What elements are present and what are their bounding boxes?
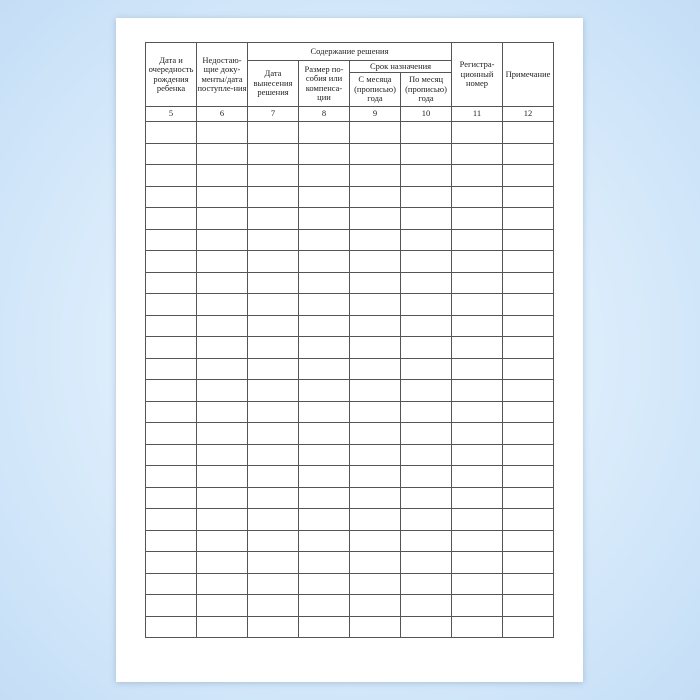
blank-cell [146, 143, 197, 165]
blank-cell [248, 229, 299, 251]
blank-cell [299, 315, 350, 337]
blank-cell [299, 573, 350, 595]
blank-cell [248, 423, 299, 445]
blank-cell [503, 229, 554, 251]
blank-cell [197, 315, 248, 337]
table-row [146, 616, 554, 638]
blank-cell [146, 530, 197, 552]
blank-cell [401, 466, 452, 488]
blank-cell [350, 509, 401, 531]
blank-cell [146, 251, 197, 273]
column-number: 7 [248, 107, 299, 122]
blank-cell [401, 530, 452, 552]
blank-cell [299, 530, 350, 552]
blank-cell [503, 552, 554, 574]
blank-cell [350, 208, 401, 230]
blank-cell [350, 423, 401, 445]
blank-cell [146, 401, 197, 423]
blank-cell [248, 186, 299, 208]
blank-cell [146, 358, 197, 380]
blank-cell [299, 294, 350, 316]
table-row [146, 358, 554, 380]
blank-cell [350, 466, 401, 488]
table-row [146, 573, 554, 595]
blank-cell [401, 487, 452, 509]
blank-cell [146, 186, 197, 208]
blank-cell [452, 487, 503, 509]
column-number-row [146, 107, 554, 122]
blank-cell [299, 616, 350, 638]
table-row [146, 186, 554, 208]
blank-cell [452, 186, 503, 208]
blank-cell [350, 143, 401, 165]
column-number: 9 [350, 107, 401, 122]
blank-cell [503, 530, 554, 552]
blank-cell [197, 423, 248, 445]
blank-cell [350, 552, 401, 574]
blank-cell [401, 186, 452, 208]
blank-cell [452, 165, 503, 187]
blank-cell [350, 251, 401, 273]
blank-cell [452, 208, 503, 230]
blank-cell [452, 251, 503, 273]
blank-cell [299, 143, 350, 165]
blank-cell [299, 272, 350, 294]
blank-cell [299, 380, 350, 402]
blank-cell [350, 272, 401, 294]
blank-cell [452, 294, 503, 316]
blank-cell [503, 466, 554, 488]
blank-cell [299, 165, 350, 187]
blank-cell [197, 595, 248, 617]
blank-cell [503, 595, 554, 617]
blank-cell [401, 552, 452, 574]
blank-cell [197, 552, 248, 574]
blank-cell [452, 444, 503, 466]
blank-cell [248, 595, 299, 617]
blank-cell [503, 186, 554, 208]
blank-cell [299, 401, 350, 423]
blank-cell [452, 358, 503, 380]
blank-cell [350, 337, 401, 359]
blank-cell [452, 573, 503, 595]
blank-cell [299, 358, 350, 380]
blank-cell [401, 616, 452, 638]
header-decision-content: Содержание решения [248, 43, 452, 61]
blank-cell [503, 401, 554, 423]
blank-cell [146, 294, 197, 316]
blank-cell [452, 466, 503, 488]
blank-cell [503, 294, 554, 316]
blank-cell [503, 251, 554, 273]
blank-cell [197, 143, 248, 165]
blank-cell [401, 315, 452, 337]
blank-cell [452, 401, 503, 423]
blank-cell [248, 251, 299, 273]
table-row [146, 143, 554, 165]
blank-cell [197, 165, 248, 187]
blank-cell [146, 423, 197, 445]
blank-cell [146, 165, 197, 187]
blank-cell [248, 487, 299, 509]
header-from-month: С месяца (прописью) года [350, 73, 401, 107]
blank-cell [503, 337, 554, 359]
table-row [146, 487, 554, 509]
blank-cell [401, 401, 452, 423]
blank-cell [299, 229, 350, 251]
blank-cell [248, 165, 299, 187]
table-row [146, 337, 554, 359]
blank-cell [248, 143, 299, 165]
blank-cell [299, 337, 350, 359]
blank-cell [248, 380, 299, 402]
blank-cell [248, 530, 299, 552]
column-number: 6 [197, 107, 248, 122]
blank-cell [197, 122, 248, 144]
blank-cell [197, 401, 248, 423]
column-number: 11 [452, 107, 503, 122]
blank-cell [452, 272, 503, 294]
header-benefit-amount: Размер по-собия или компенса-ции [299, 61, 350, 107]
blank-cell [197, 229, 248, 251]
blank-cell [146, 229, 197, 251]
table-row [146, 552, 554, 574]
table-row [146, 251, 554, 273]
blank-cell [146, 122, 197, 144]
blank-cell [299, 122, 350, 144]
blank-cell [503, 208, 554, 230]
header-registration-number: Регистра-ционный номер [452, 43, 503, 107]
header-missing-documents: Недостаю-щие доку-менты/дата поступле-ния [197, 43, 248, 107]
blank-cell [248, 294, 299, 316]
blank-cell [401, 229, 452, 251]
blank-cell [503, 380, 554, 402]
blank-cell [197, 530, 248, 552]
blank-cell [350, 444, 401, 466]
blank-cell [503, 423, 554, 445]
table-row [146, 272, 554, 294]
blank-cell [299, 186, 350, 208]
blank-cell [197, 380, 248, 402]
blank-cell [248, 337, 299, 359]
blank-cell [350, 401, 401, 423]
blank-cell [350, 573, 401, 595]
blank-cell [197, 337, 248, 359]
column-number: 12 [503, 107, 554, 122]
blank-cell [197, 186, 248, 208]
blank-cell [350, 616, 401, 638]
blank-cell [146, 272, 197, 294]
blank-cell [401, 509, 452, 531]
blank-cell [350, 315, 401, 337]
blank-cell [452, 380, 503, 402]
register-page [116, 18, 583, 682]
blank-cell [452, 143, 503, 165]
blank-cell [146, 573, 197, 595]
blank-cell [146, 380, 197, 402]
table-row [146, 595, 554, 617]
blank-cell [146, 552, 197, 574]
blank-cell [197, 573, 248, 595]
blank-cell [503, 444, 554, 466]
blank-cell [350, 294, 401, 316]
blank-cell [197, 509, 248, 531]
blank-cell [350, 380, 401, 402]
blank-cell [299, 444, 350, 466]
blank-cell [146, 466, 197, 488]
blank-cell [401, 444, 452, 466]
table-row [146, 466, 554, 488]
blank-cell [401, 294, 452, 316]
blank-cell [452, 595, 503, 617]
table-row [146, 423, 554, 445]
blank-cell [197, 358, 248, 380]
blank-cell [350, 487, 401, 509]
header-note: Примечание [503, 43, 554, 107]
blank-cell [350, 595, 401, 617]
blank-cell [197, 251, 248, 273]
blank-cell [401, 337, 452, 359]
blank-cell [248, 401, 299, 423]
blank-cell [197, 294, 248, 316]
blank-cell [248, 272, 299, 294]
blank-cell [503, 272, 554, 294]
blank-cell [146, 315, 197, 337]
blank-cell [299, 208, 350, 230]
blank-cell [452, 552, 503, 574]
blank-cell [452, 423, 503, 445]
blank-cell [401, 165, 452, 187]
blank-cell [146, 337, 197, 359]
register-table [145, 42, 554, 638]
header-to-month: По месяц (прописью) года [401, 73, 452, 107]
column-number: 5 [146, 107, 197, 122]
table-row [146, 509, 554, 531]
blank-cell [299, 251, 350, 273]
blank-cell [503, 358, 554, 380]
blank-cell [401, 251, 452, 273]
blank-cell [248, 315, 299, 337]
blank-cell [401, 122, 452, 144]
blank-cell [452, 509, 503, 531]
blank-cell [248, 358, 299, 380]
blank-cell [452, 315, 503, 337]
blank-cell [401, 573, 452, 595]
column-number: 10 [401, 107, 452, 122]
blank-cell [350, 186, 401, 208]
header-term: Срок назначения [350, 61, 452, 73]
blank-cell [350, 165, 401, 187]
blank-cell [197, 616, 248, 638]
column-number: 8 [299, 107, 350, 122]
blank-cell [401, 595, 452, 617]
table-row [146, 530, 554, 552]
blank-cell [503, 143, 554, 165]
table-row [146, 380, 554, 402]
blank-cell [197, 487, 248, 509]
blank-cell [146, 616, 197, 638]
blank-cell [248, 466, 299, 488]
blank-cell [503, 509, 554, 531]
blank-cell [401, 208, 452, 230]
blank-cell [299, 423, 350, 445]
blank-cell [452, 229, 503, 251]
blank-cell [503, 487, 554, 509]
blank-cell [248, 208, 299, 230]
blank-cell [350, 358, 401, 380]
blank-cell [299, 595, 350, 617]
blank-cell [401, 358, 452, 380]
blank-cell [452, 530, 503, 552]
blank-cell [350, 122, 401, 144]
table-row [146, 122, 554, 144]
blank-cell [197, 208, 248, 230]
blank-cell [503, 165, 554, 187]
blank-cell [452, 122, 503, 144]
blank-cell [503, 122, 554, 144]
header-birth-date: Дата и очередность рождения ребенка [146, 43, 197, 107]
blank-cell [401, 272, 452, 294]
blank-cell [452, 616, 503, 638]
blank-cell [197, 466, 248, 488]
blank-cell [350, 229, 401, 251]
table-row [146, 229, 554, 251]
blank-cell [503, 315, 554, 337]
blank-cell [401, 143, 452, 165]
blank-cell [503, 573, 554, 595]
blank-cell [299, 466, 350, 488]
blank-cell [401, 423, 452, 445]
blank-cell [197, 272, 248, 294]
table-row [146, 315, 554, 337]
table-row [146, 444, 554, 466]
blank-cell [146, 595, 197, 617]
blank-cell [197, 444, 248, 466]
blank-cell [248, 616, 299, 638]
blank-cell [146, 487, 197, 509]
blank-cell [146, 509, 197, 531]
blank-cell [299, 509, 350, 531]
blank-cell [350, 530, 401, 552]
table-row [146, 208, 554, 230]
blank-cell [503, 616, 554, 638]
blank-cell [401, 380, 452, 402]
blank-cell [248, 444, 299, 466]
blank-cell [248, 509, 299, 531]
blank-cell [452, 337, 503, 359]
header-decision-date: Дата вынесения решения [248, 61, 299, 107]
blank-cell [299, 487, 350, 509]
blank-cell [248, 552, 299, 574]
blank-cell [146, 444, 197, 466]
blank-cell [146, 208, 197, 230]
blank-cell [248, 573, 299, 595]
blank-cell [299, 552, 350, 574]
table-row [146, 294, 554, 316]
blank-cell [248, 122, 299, 144]
table-row [146, 165, 554, 187]
table-row [146, 401, 554, 423]
